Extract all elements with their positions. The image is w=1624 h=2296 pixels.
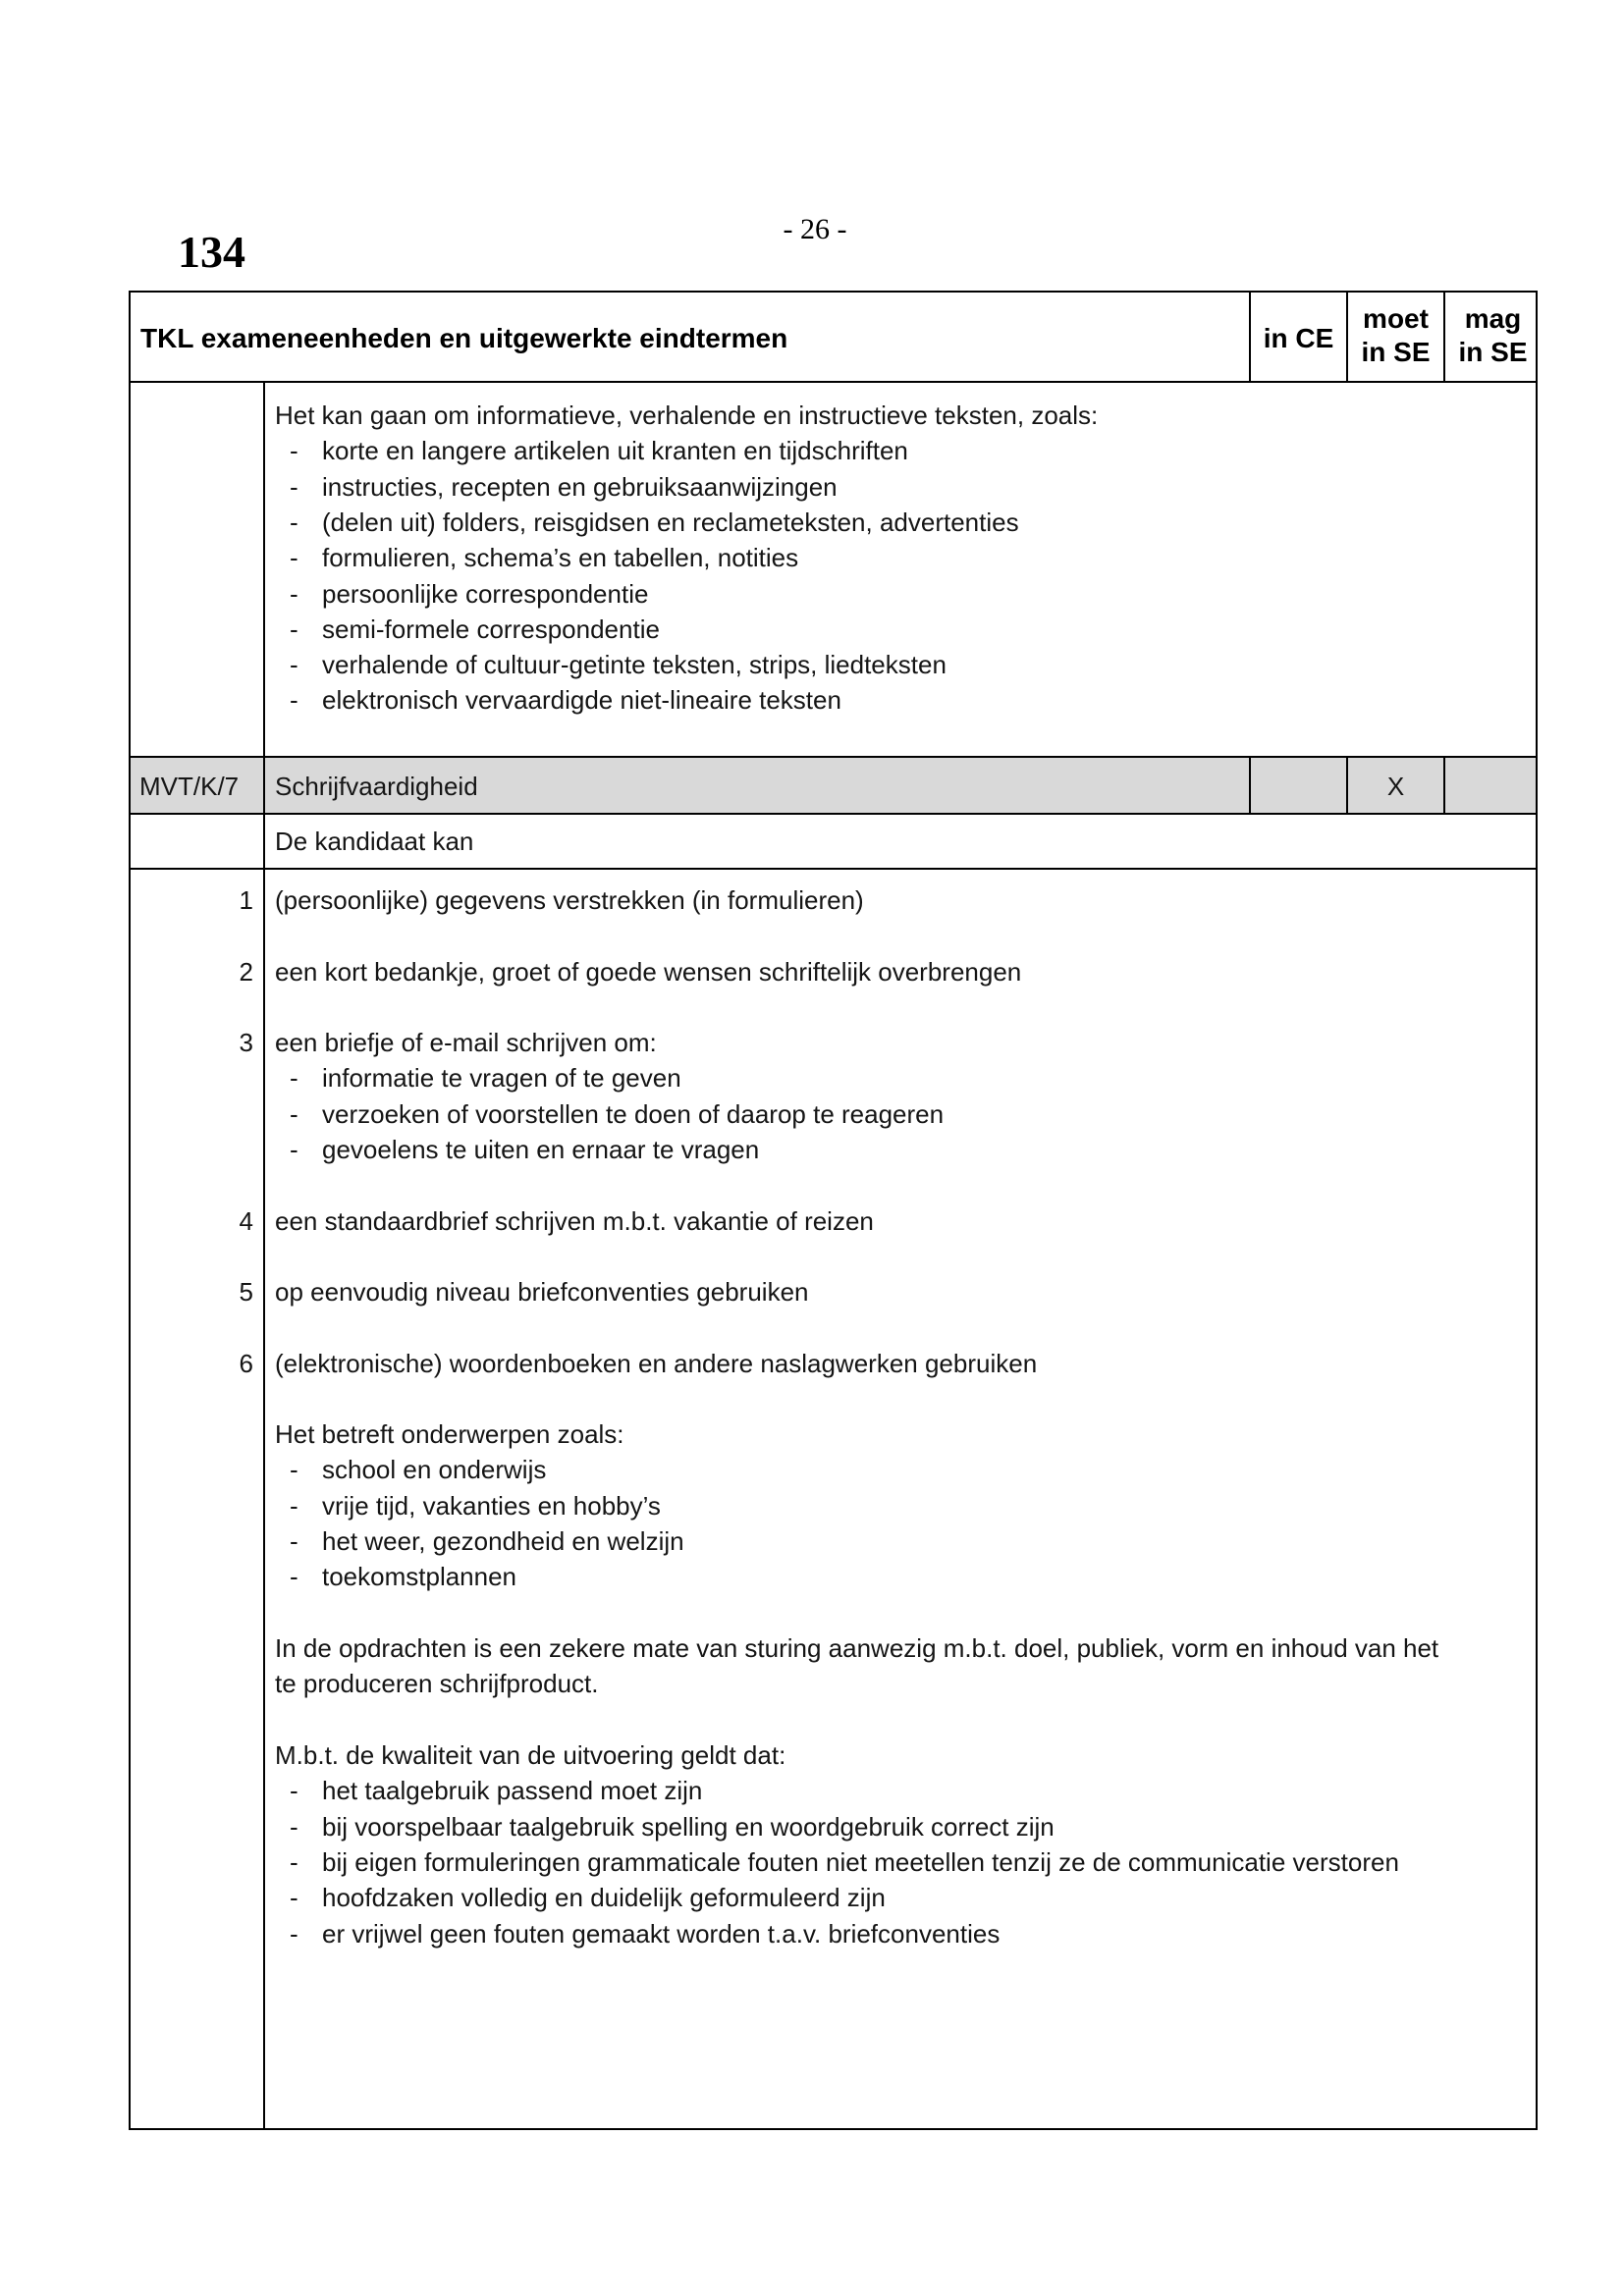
column-divider — [1249, 757, 1251, 814]
header-moet-line1: moet — [1363, 303, 1429, 334]
bullet-dash: - — [290, 650, 298, 679]
bullet-dash: - — [290, 1883, 298, 1912]
table-header-title: TKL exameneenheden en uitgewerkte eindtermen — [140, 323, 788, 353]
bullet-dash: - — [290, 472, 298, 502]
eindterm-number: 5 — [239, 1277, 253, 1307]
eindterm-text: (persoonlijke) gegevens verstrekken (in formulieren) — [275, 885, 864, 915]
eindterm-number: 3 — [239, 1028, 253, 1057]
page-number-center: - 26 - — [783, 213, 847, 245]
bullet-dash: - — [290, 685, 298, 715]
bullet-dash: - — [290, 1919, 298, 1949]
bullet-dash: - — [290, 543, 298, 572]
topics-intro: Het betreft onderwerpen zoals: — [275, 1419, 624, 1449]
text-type-item: elektronisch vervaardigde niet-lineaire teksten — [322, 685, 841, 715]
bullet-dash: - — [290, 1455, 298, 1484]
text-type-item: persoonlijke correspondentie — [322, 579, 649, 609]
lead-text: De kandidaat kan — [275, 827, 474, 856]
eindterm-text: op eenvoudig niveau briefconventies gebruiken — [275, 1277, 809, 1307]
unit-code: MVT/K/7 — [139, 772, 240, 801]
bullet-dash: - — [290, 1135, 298, 1164]
eindterm-number: 4 — [239, 1206, 253, 1236]
quality-item: bij voorspelbaar taalgebruik spelling en woordgebruik correct zijn — [322, 1812, 1055, 1842]
bullet-dash: - — [290, 1812, 298, 1842]
eindterm-text: een standaardbrief schrijven m.b.t. vakantie of reizen — [275, 1206, 874, 1236]
eindterm-subitem: verzoeken of voorstellen te doen of daarop te reageren — [322, 1099, 945, 1129]
bullet-dash: - — [290, 507, 298, 537]
bullet-dash: - — [290, 436, 298, 465]
quality-item: bij eigen formuleringen grammaticale fouten niet meetellen tenzij ze de communicatie verstoren — [322, 1847, 1399, 1877]
topic-item: toekomstplannen — [322, 1562, 517, 1591]
bullet-dash: - — [290, 1063, 298, 1093]
eindterm-number: 1 — [239, 885, 253, 915]
bullet-dash: - — [290, 1526, 298, 1556]
steering-line-1: In de opdrachten is een zekere mate van sturing aanwezig m.b.t. doel, publiek, vorm en inhoud van het — [275, 1633, 1439, 1663]
text-type-item: verhalende of cultuur-getinte teksten, strips, liedteksten — [322, 650, 947, 679]
bullet-dash: - — [290, 1776, 298, 1805]
bullet-dash: - — [290, 579, 298, 609]
eindterm-number: 6 — [239, 1349, 253, 1378]
bullet-dash: - — [290, 1491, 298, 1521]
row-divider — [129, 756, 1538, 758]
column-divider — [263, 382, 265, 2130]
quality-item: er vrijwel geen fouten gemaakt worden t.a.v. briefconventies — [322, 1919, 1001, 1949]
header-mag-line1: mag — [1464, 303, 1522, 334]
header-divider — [129, 381, 1538, 383]
quality-item: het taalgebruik passend moet zijn — [322, 1776, 703, 1805]
topic-item: vrije tijd, vakanties en hobby’s — [322, 1491, 661, 1521]
row-divider — [129, 868, 1538, 870]
page-number: 134 — [178, 227, 245, 277]
quality-item: hoofdzaken volledig en duidelijk geformuleerd zijn — [322, 1883, 886, 1912]
eindterm-subitem: informatie te vragen of te geven — [322, 1063, 681, 1093]
unit-name: Schrijfvaardigheid — [275, 772, 478, 801]
bullet-dash: - — [290, 1562, 298, 1591]
text-type-item: semi-formele correspondentie — [322, 614, 660, 644]
text-type-item: instructies, recepten en gebruiksaanwijzingen — [322, 472, 838, 502]
header-mag-in-se — [1444, 302, 1542, 369]
eindterm-text: (elektronische) woordenboeken en andere naslagwerken gebruiken — [275, 1349, 1038, 1378]
header-mag-line2: in SE — [1458, 337, 1528, 367]
eindterm-text: een briefje of e-mail schrijven om: — [275, 1028, 657, 1057]
text-type-item: (delen uit) folders, reisgidsen en reclameteksten, advertenties — [322, 507, 1019, 537]
row-divider — [129, 813, 1538, 815]
topic-item: school en onderwijs — [322, 1455, 547, 1484]
topic-item: het weer, gezondheid en welzijn — [322, 1526, 684, 1556]
unit-moet-in-se-mark: X — [1386, 772, 1405, 801]
text-type-item: formulieren, schema’s en tabellen, notities — [322, 543, 799, 572]
text-type-item: korte en langere artikelen uit kranten en tijdschriften — [322, 436, 908, 465]
quality-intro: M.b.t. de kwaliteit van de uitvoering geldt dat: — [275, 1740, 786, 1770]
eindterm-number: 2 — [239, 957, 253, 987]
eindterm-subitem: gevoelens te uiten en ernaar te vragen — [322, 1135, 760, 1164]
eindterm-text: een kort bedankje, groet of goede wensen schriftelijk overbrengen — [275, 957, 1022, 987]
header-moet-line2: in SE — [1361, 337, 1431, 367]
bullet-dash: - — [290, 614, 298, 644]
steering-line-2: te produceren schrijfproduct. — [275, 1669, 599, 1698]
header-moet-in-se — [1347, 302, 1444, 369]
header-in-ce: in CE — [1263, 323, 1334, 353]
block-intro: Het kan gaan om informatieve, verhalende en instructieve teksten, zoals: — [275, 400, 1099, 430]
bullet-dash: - — [290, 1099, 298, 1129]
bullet-dash: - — [290, 1847, 298, 1877]
